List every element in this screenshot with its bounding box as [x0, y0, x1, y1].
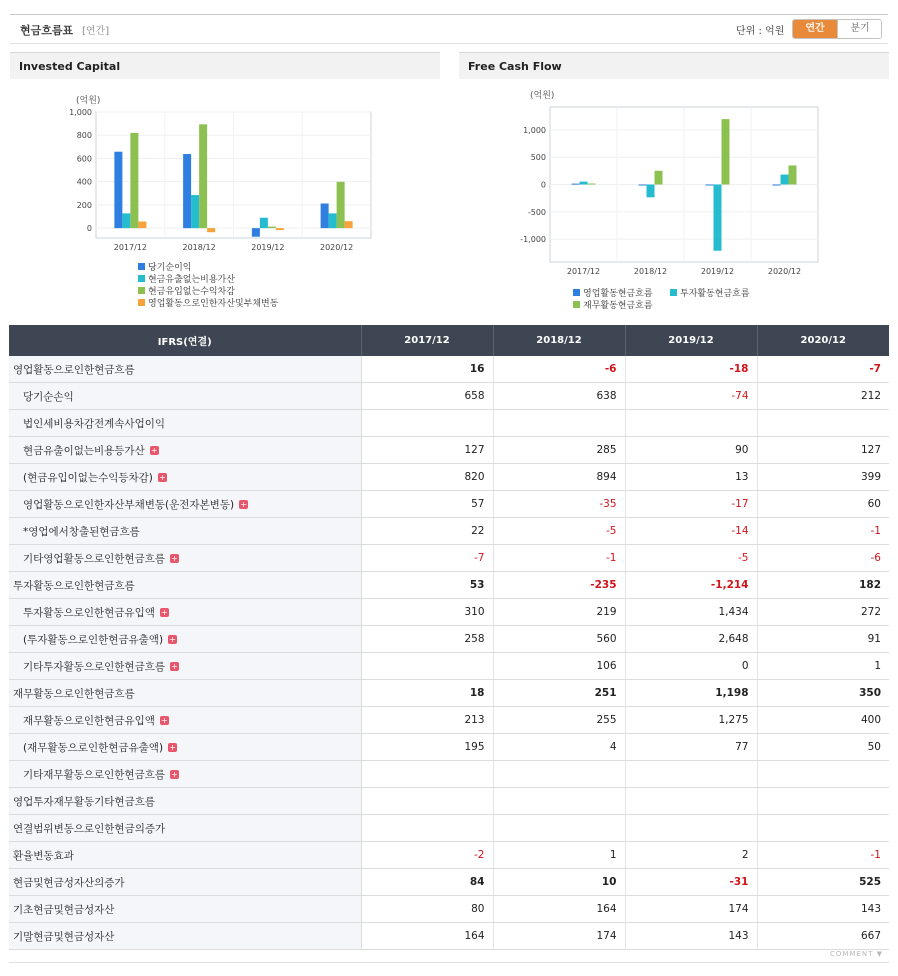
- x-tick-label: 2020/12: [767, 267, 802, 276]
- row-label: 영업활동으로인한현금흐름: [13, 363, 135, 376]
- expand-plus-icon[interactable]: +: [169, 635, 176, 644]
- bar-영업활동으로인한자산및부채변동: [276, 228, 284, 230]
- expand-plus-icon[interactable]: +: [159, 473, 166, 482]
- value-cell: 50: [757, 734, 889, 761]
- bar-재무활동현금흐름: [722, 119, 730, 184]
- y-tick-label: 400: [76, 177, 92, 187]
- value-cell: [757, 761, 889, 788]
- value-cell: 22: [361, 518, 493, 545]
- bar-영업활동현금흐름: [639, 185, 647, 186]
- value-cell: [493, 410, 625, 437]
- column-header: 2017/12: [361, 325, 493, 356]
- value-cell: 219: [493, 599, 625, 626]
- value-cell: -6: [493, 356, 625, 383]
- value-cell: 80: [361, 896, 493, 923]
- invested-capital-header: [10, 52, 440, 79]
- bar-영업활동현금흐름: [706, 185, 714, 186]
- row-label-cell: [9, 599, 361, 626]
- value-cell: 16: [361, 356, 493, 383]
- row-label-cell: [9, 437, 361, 464]
- legend-label: 현금유출없는비용가산: [148, 275, 235, 285]
- value-cell: 272: [757, 599, 889, 626]
- legend-label: 영업활동으로인한자산및부채변동: [148, 299, 279, 309]
- x-tick-label: 2020/12: [320, 243, 354, 252]
- legend-swatch: [670, 289, 677, 296]
- row-label-cell: [9, 842, 361, 869]
- bar-당기순이익: [183, 154, 191, 228]
- bar-현금유입없는수익차감: [199, 124, 207, 228]
- row-label: 기초현금및현금성자산: [13, 903, 115, 916]
- period-toggle: [792, 19, 882, 39]
- row-label-cell: [9, 491, 361, 518]
- row-label: 기타영업활동으로인한현금흐름: [23, 552, 166, 565]
- legend-swatch: [138, 263, 145, 270]
- value-cell: 143: [625, 923, 757, 950]
- y-tick-label: 800: [76, 131, 92, 141]
- legend-swatch: [138, 275, 145, 282]
- value-cell: 53: [361, 572, 493, 599]
- value-cell: [625, 410, 757, 437]
- cashflow-header-bar: [10, 14, 888, 44]
- row-label: *영업에서창출된현금흐름: [23, 525, 140, 538]
- row-label-cell: [9, 545, 361, 572]
- value-cell: 4: [493, 734, 625, 761]
- value-cell: -6: [757, 545, 889, 572]
- row-label: 기타재무활동으로인한현금흐름: [23, 768, 166, 781]
- value-cell: -18: [625, 356, 757, 383]
- legend-swatch: [138, 299, 145, 306]
- column-header: 2020/12: [757, 325, 889, 356]
- row-label-cell: [9, 707, 361, 734]
- table-row: [9, 815, 889, 842]
- bar-당기순이익: [252, 228, 260, 237]
- legend-label: 재무활동현금흐름: [583, 301, 653, 311]
- value-cell: 174: [625, 896, 757, 923]
- value-cell: 195: [361, 734, 493, 761]
- row-label: 영업투자재무활동기타현금흐름: [13, 795, 156, 808]
- free-cash-flow-panel: [459, 52, 889, 322]
- value-cell: 18: [361, 680, 493, 707]
- value-cell: -14: [625, 518, 757, 545]
- value-cell: -1: [757, 518, 889, 545]
- invested-capital-panel: [10, 52, 440, 322]
- bar-영업활동현금흐름: [572, 184, 580, 185]
- value-cell: 84: [361, 869, 493, 896]
- table-row: [9, 356, 889, 383]
- value-cell: 1: [757, 653, 889, 680]
- bar-현금유출없는비용가산: [260, 218, 268, 228]
- unit-label: 단위 : 억원: [736, 26, 785, 37]
- comment-toggle[interactable]: COMMENT ▼: [829, 950, 883, 958]
- y-tick-label: 200: [76, 200, 92, 210]
- value-cell: [625, 788, 757, 815]
- y-tick-label: 500: [530, 153, 546, 163]
- bar-현금유입없는수익차감: [268, 227, 276, 229]
- value-cell: 667: [757, 923, 889, 950]
- row-label-cell: [9, 356, 361, 383]
- table-row: [9, 734, 889, 761]
- row-label: 환율변동효과: [13, 849, 74, 862]
- row-label: 현금유출이없는비용등가산: [23, 444, 145, 457]
- value-cell: 1,198: [625, 680, 757, 707]
- bar-당기순이익: [321, 204, 329, 229]
- table-row: [9, 572, 889, 599]
- bar-재무활동현금흐름: [655, 171, 663, 185]
- bar-투자활동현금흐름: [580, 182, 588, 185]
- row-label-cell: [9, 761, 361, 788]
- value-cell: -35: [493, 491, 625, 518]
- row-label-cell: [9, 680, 361, 707]
- row-label: 재무활동으로인한현금유입액: [23, 714, 155, 727]
- table-row: [9, 761, 889, 788]
- value-cell: -7: [757, 356, 889, 383]
- y-axis-unit: (억원): [76, 96, 101, 106]
- value-cell: 0: [625, 653, 757, 680]
- x-tick-label: 2018/12: [633, 267, 668, 276]
- table-row: [9, 599, 889, 626]
- value-cell: 90: [625, 437, 757, 464]
- value-cell: [361, 815, 493, 842]
- table-row: [9, 545, 889, 572]
- value-cell: 182: [757, 572, 889, 599]
- comment-footer: [9, 948, 889, 963]
- row-label: 법인세비용차감전계속사업이익: [23, 417, 166, 430]
- value-cell: 10: [493, 869, 625, 896]
- x-tick-label: 2019/12: [251, 243, 285, 252]
- row-label-cell: [9, 815, 361, 842]
- value-cell: -2: [361, 842, 493, 869]
- value-cell: [493, 815, 625, 842]
- row-label-cell: [9, 923, 361, 950]
- legend-label: 당기순이익: [148, 263, 192, 273]
- value-cell: 525: [757, 869, 889, 896]
- column-header: IFRS(연결): [9, 325, 361, 356]
- bar-현금유출없는비용가산: [329, 213, 337, 228]
- value-cell: 658: [361, 383, 493, 410]
- bar-현금유출없는비용가산: [122, 213, 130, 228]
- row-label: 투자활동으로인한현금흐름: [13, 579, 135, 592]
- table-row: [9, 896, 889, 923]
- value-cell: [757, 815, 889, 842]
- value-cell: [625, 815, 757, 842]
- value-cell: 127: [757, 437, 889, 464]
- bar-현금유입없는수익차감: [130, 133, 138, 228]
- value-cell: -1: [757, 842, 889, 869]
- y-tick-label: 1,000: [69, 108, 92, 117]
- row-label-cell: [9, 869, 361, 896]
- value-cell: -31: [625, 869, 757, 896]
- value-cell: -17: [625, 491, 757, 518]
- row-label: 영업활동으로인한자산부채변동(운전자본변동): [23, 498, 235, 511]
- cashflow-table: [9, 325, 889, 950]
- value-cell: 91: [757, 626, 889, 653]
- value-cell: 106: [493, 653, 625, 680]
- table-row: [9, 707, 889, 734]
- value-cell: 399: [757, 464, 889, 491]
- value-cell: 820: [361, 464, 493, 491]
- y-tick-label: -1,000: [520, 235, 546, 245]
- table-row: [9, 410, 889, 437]
- value-cell: -5: [625, 545, 757, 572]
- quarter-tab-button[interactable]: 분기: [837, 20, 882, 38]
- expand-plus-icon[interactable]: +: [161, 608, 168, 617]
- y-tick-label: -500: [527, 207, 546, 217]
- value-cell: 255: [493, 707, 625, 734]
- row-label: 투자활동으로인한현금유입액: [23, 606, 155, 619]
- annual-tab-button[interactable]: 연간: [793, 20, 837, 38]
- row-label-cell: [9, 572, 361, 599]
- row-label: 기타투자활동으로인한현금흐름: [23, 660, 166, 673]
- value-cell: 638: [493, 383, 625, 410]
- expand-plus-icon[interactable]: +: [171, 770, 178, 779]
- row-label-cell: [9, 464, 361, 491]
- value-cell: 285: [493, 437, 625, 464]
- value-cell: [625, 761, 757, 788]
- row-label: 연결범위변동으로인한현금의증가: [13, 822, 166, 835]
- chart-title: Invested Capital: [19, 60, 121, 73]
- table-row: [9, 383, 889, 410]
- section-title: 현금흐름표: [20, 24, 74, 37]
- row-label: 당기순손익: [23, 390, 74, 403]
- chart-title: Free Cash Flow: [468, 60, 562, 73]
- table-row: [9, 626, 889, 653]
- bar-영업활동으로인한자산및부채변동: [345, 221, 353, 228]
- row-label-cell: [9, 653, 361, 680]
- row-label-cell: [9, 896, 361, 923]
- y-tick-label: 0: [540, 180, 546, 190]
- value-cell: [361, 410, 493, 437]
- table-row: [9, 653, 889, 680]
- value-cell: -7: [361, 545, 493, 572]
- value-cell: 127: [361, 437, 493, 464]
- x-tick-label: 2017/12: [113, 243, 147, 252]
- table-row: [9, 842, 889, 869]
- table-row: [9, 491, 889, 518]
- table-row: [9, 518, 889, 545]
- row-label: 기말현금및현금성자산: [13, 930, 115, 943]
- legend-swatch: [573, 289, 580, 296]
- table-row: [9, 680, 889, 707]
- row-label: (재무활동으로인한현금유출액): [23, 741, 164, 754]
- table-row: [9, 788, 889, 815]
- value-cell: [757, 410, 889, 437]
- bar-영업활동현금흐름: [773, 185, 781, 186]
- value-cell: 350: [757, 680, 889, 707]
- bar-투자활동현금흐름: [714, 185, 722, 251]
- value-cell: 400: [757, 707, 889, 734]
- value-cell: 60: [757, 491, 889, 518]
- bar-영업활동으로인한자산및부채변동: [138, 222, 146, 229]
- row-label-cell: [9, 518, 361, 545]
- value-cell: [361, 788, 493, 815]
- column-header: 2019/12: [625, 325, 757, 356]
- value-cell: 1: [493, 842, 625, 869]
- value-cell: 164: [361, 923, 493, 950]
- bar-재무활동현금흐름: [789, 165, 797, 184]
- y-tick-label: 0: [86, 224, 92, 234]
- value-cell: [757, 788, 889, 815]
- legend-swatch: [138, 287, 145, 294]
- value-cell: [493, 788, 625, 815]
- bar-투자활동현금흐름: [647, 185, 655, 198]
- expand-plus-icon[interactable]: +: [150, 446, 158, 455]
- value-cell: -74: [625, 383, 757, 410]
- table-row: [9, 437, 889, 464]
- value-cell: 213: [361, 707, 493, 734]
- bar-현금유출없는비용가산: [191, 195, 199, 228]
- value-cell: [361, 761, 493, 788]
- value-cell: 251: [493, 680, 625, 707]
- value-cell: -235: [493, 572, 625, 599]
- row-label: (현금유입이없는수익등차감): [23, 471, 153, 484]
- bar-영업활동으로인한자산및부채변동: [207, 228, 215, 232]
- table-header-row: [9, 325, 889, 356]
- value-cell: -5: [493, 518, 625, 545]
- table-row: [9, 869, 889, 896]
- value-cell: 894: [493, 464, 625, 491]
- value-cell: 2,648: [625, 626, 757, 653]
- invested-capital-chart: [10, 78, 440, 322]
- y-tick-label: 600: [76, 154, 92, 164]
- expand-plus-icon[interactable]: +: [169, 743, 176, 752]
- legend-label: 영업활동현금흐름: [583, 289, 653, 299]
- legend-label: 현금유입없는수익차감: [148, 287, 235, 297]
- row-label: 재무활동으로인한현금흐름: [13, 687, 135, 700]
- expand-plus-icon[interactable]: +: [171, 662, 178, 671]
- row-label-cell: [9, 734, 361, 761]
- value-cell: 560: [493, 626, 625, 653]
- value-cell: [361, 653, 493, 680]
- bar-현금유입없는수익차감: [337, 182, 345, 228]
- bar-당기순이익: [114, 152, 122, 228]
- value-cell: -1: [493, 545, 625, 572]
- legend-swatch: [573, 301, 580, 308]
- value-cell: [493, 761, 625, 788]
- value-cell: 57: [361, 491, 493, 518]
- row-label: (투자활동으로인한현금유출액): [23, 633, 164, 646]
- x-tick-label: 2017/12: [566, 267, 601, 276]
- free-cash-flow-chart: [459, 78, 889, 322]
- value-cell: 212: [757, 383, 889, 410]
- column-header: 2018/12: [493, 325, 625, 356]
- free-cash-flow-header: [459, 52, 889, 79]
- row-label-cell: [9, 410, 361, 437]
- value-cell: 13: [625, 464, 757, 491]
- value-cell: -1,214: [625, 572, 757, 599]
- y-tick-label: 1,000: [523, 125, 546, 135]
- table-row: [9, 923, 889, 950]
- value-cell: 164: [493, 896, 625, 923]
- value-cell: 77: [625, 734, 757, 761]
- row-label-cell: [9, 383, 361, 410]
- x-tick-label: 2019/12: [700, 267, 735, 276]
- row-label: 현금및현금성자산의증가: [13, 876, 125, 889]
- value-cell: 143: [757, 896, 889, 923]
- section-subtitle: [연간]: [82, 26, 110, 37]
- legend-label: 투자활동현금흐름: [680, 289, 750, 299]
- bar-재무활동현금흐름: [588, 184, 596, 185]
- value-cell: 310: [361, 599, 493, 626]
- value-cell: 174: [493, 923, 625, 950]
- value-cell: 258: [361, 626, 493, 653]
- row-label-cell: [9, 788, 361, 815]
- value-cell: 2: [625, 842, 757, 869]
- value-cell: 1,275: [625, 707, 757, 734]
- y-axis-unit: (억원): [530, 91, 555, 101]
- expand-plus-icon[interactable]: +: [240, 500, 247, 509]
- expand-plus-icon[interactable]: +: [171, 554, 178, 563]
- expand-plus-icon[interactable]: +: [161, 716, 168, 725]
- row-label-cell: [9, 626, 361, 653]
- value-cell: 1,434: [625, 599, 757, 626]
- table-row: [9, 464, 889, 491]
- bar-투자활동현금흐름: [781, 175, 789, 185]
- x-tick-label: 2018/12: [182, 243, 216, 252]
